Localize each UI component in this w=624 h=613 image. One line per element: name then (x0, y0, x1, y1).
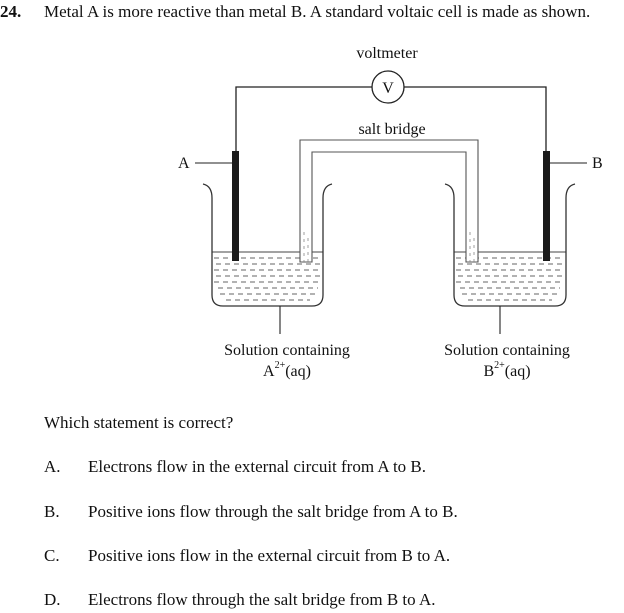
right-solution-label: Solution containing (444, 342, 570, 359)
electrode-b (543, 151, 550, 261)
option-a-text: Electrons flow in the external circuit from A to B. (88, 457, 427, 476)
right-ion-state: (aq) (504, 363, 531, 380)
option-d-letter: D. (44, 590, 61, 609)
electrode-a (232, 151, 239, 261)
electrode-b-label: B (592, 155, 603, 172)
option-d-text: Electrons flow through the salt bridge from B to A. (88, 590, 436, 609)
left-ion-charge: 2+ (274, 360, 286, 371)
question-prompt: Which statement is correct? (44, 413, 234, 432)
voltmeter-label: voltmeter (356, 45, 418, 62)
right-ion-label (483, 360, 530, 380)
right-ion-charge: 2+ (494, 360, 505, 371)
option-b-letter: B. (44, 502, 60, 521)
option-a-letter: A. (44, 457, 61, 476)
right-ion: B (483, 363, 495, 380)
salt-bridge (300, 140, 478, 262)
question-number: 24. (0, 2, 22, 21)
option-c-text: Positive ions flow in the external circuit from B to A. (88, 546, 451, 565)
option-c-letter: C. (44, 546, 60, 565)
left-ion-state: (aq) (285, 363, 311, 380)
question-stem: Metal A is more reactive than metal B. A standard voltaic cell is made as shown. (44, 2, 591, 21)
electrode-a-label: A (178, 155, 190, 172)
salt-bridge-label: salt bridge (358, 121, 426, 138)
left-ion: A (263, 363, 275, 380)
option-b-text: Positive ions flow through the salt bridge from A to B. (88, 502, 458, 521)
left-ion-label (263, 360, 311, 380)
left-solution-label: Solution containing (224, 342, 350, 359)
voltmeter-symbol: V (382, 80, 394, 97)
voltmeter-icon (372, 71, 404, 103)
